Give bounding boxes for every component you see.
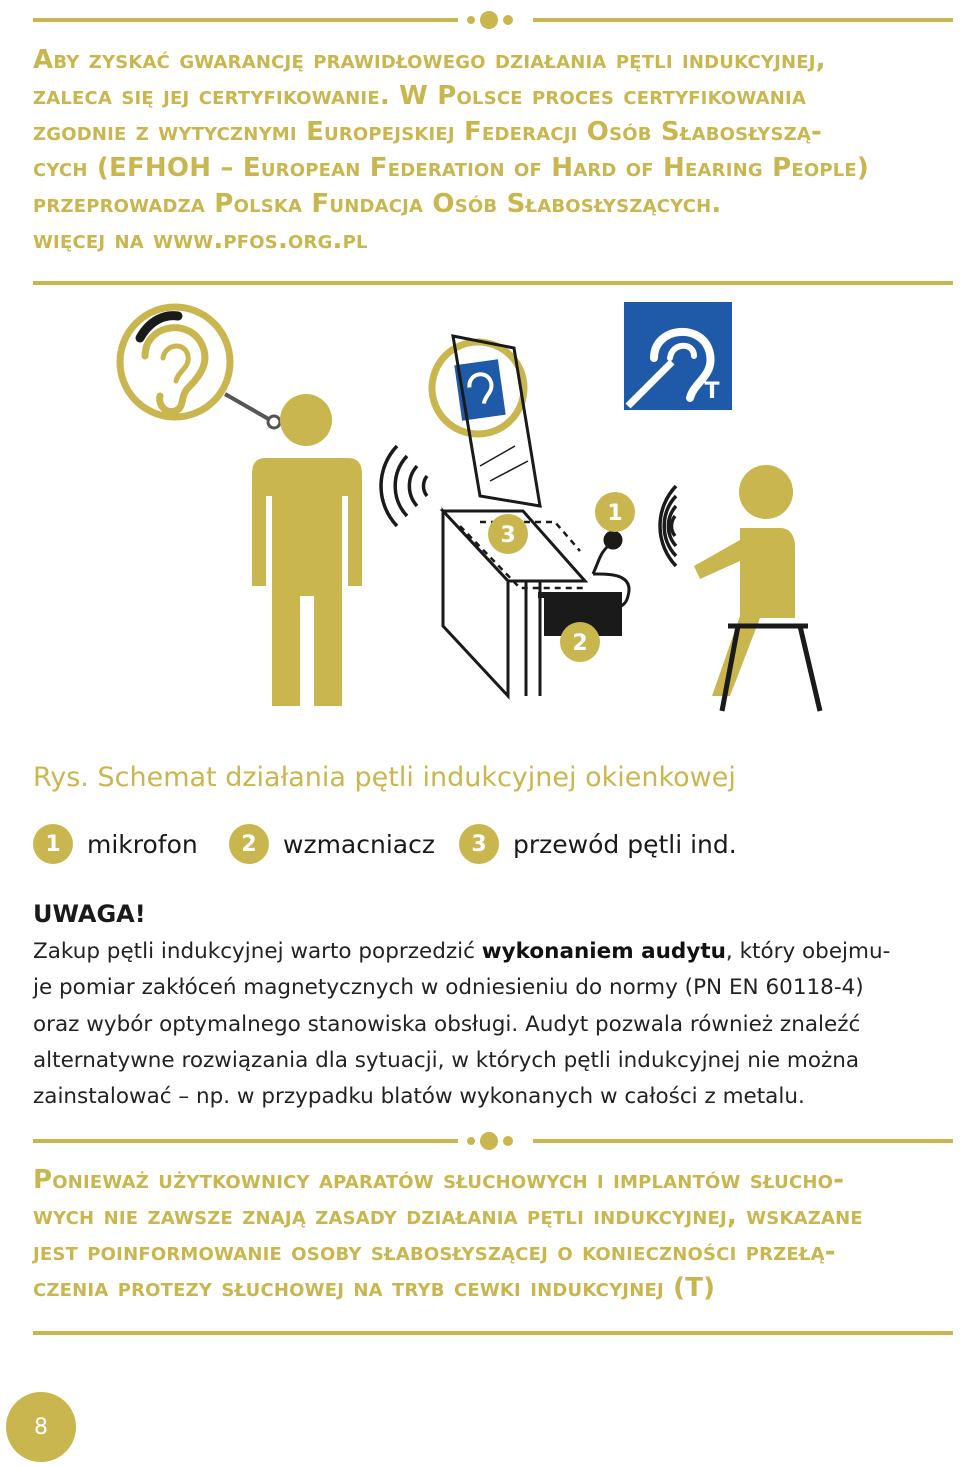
- telecoil-line-3: jest poinformowanie osoby słabosłyszącej o konieczności przełą-: [33, 1237, 836, 1267]
- cert-line-4: cych (EFHOH – European Federation of Hard of Hearing People): [33, 153, 869, 183]
- legend-number: 2: [229, 824, 269, 864]
- legend-label: przewód pętli ind.: [513, 829, 737, 859]
- figure-legend: [33, 822, 933, 866]
- figure-caption: Rys. Schemat działania pętli indukcyjnej okienkowej: [33, 762, 736, 793]
- cert-line-5: przeprowadza Polska Fundacja Osób Słabosłyszących.: [33, 189, 722, 219]
- svg-text:1: 1: [607, 501, 623, 526]
- marker-2: [560, 622, 600, 662]
- cert-link-line[interactable]: więcej na www.pfos.org.pl: [33, 225, 368, 255]
- audit-emphasis: wykonaniem audytu: [481, 939, 726, 964]
- marker-3: [488, 514, 528, 554]
- legend-item-amplifier: [229, 822, 435, 866]
- legend-item-loop-wire: [459, 822, 737, 866]
- induction-loop-diagram: [60, 296, 860, 726]
- telecoil-line-4: czenia protezy słuchowej na tryb cewki indukcyjnej (T): [33, 1273, 716, 1303]
- certification-paragraph: [33, 42, 955, 258]
- warning-line-4: alternatywne rozwiązania dla sytuacji, w których pętli indukcyjnej nie można: [33, 1047, 860, 1073]
- warning-line-5: zainstalować – np. w przypadku blatów wykonanych w całości z metalu.: [33, 1084, 805, 1110]
- telecoil-line-2: wych nie zawsze znają zasady działania pętli indukcyjnej, wskazane: [33, 1201, 863, 1231]
- ear-icon: [120, 307, 230, 417]
- legend-number: 3: [459, 824, 499, 864]
- telecoil-line-1: Ponieważ użytkownicy aparatów słuchowych i implantów słucho-: [33, 1165, 845, 1195]
- warning-line-1: Zakup pętli indukcyjnej warto poprzedzić wykonaniem audytu, który obejmu-: [33, 939, 891, 964]
- warning-body: [33, 934, 955, 1115]
- legend-number: 1: [33, 824, 73, 864]
- loop-sign-circle: [432, 342, 524, 434]
- seated-person-figure: [694, 465, 820, 711]
- hearing-loop-sign: [624, 302, 732, 410]
- section-divider-1: [33, 281, 953, 285]
- standing-person-figure: [252, 394, 362, 706]
- warning-title: UWAGA!: [33, 900, 146, 928]
- legend-label: mikrofon: [87, 829, 198, 859]
- telecoil-paragraph: [33, 1162, 955, 1306]
- top-divider: [33, 8, 953, 32]
- svg-text:3: 3: [500, 523, 516, 548]
- cert-line-3: zgodnie z wytycznymi Europejskiej Federacji Osób Słabosłyszą-: [33, 117, 823, 147]
- cert-line-1: Aby zyskać gwarancję prawidłowego działania pętli indukcyjnej,: [33, 45, 826, 75]
- middle-divider: [33, 1129, 953, 1153]
- section-divider-2: [33, 1331, 953, 1335]
- sound-waves-right: [660, 486, 676, 566]
- svg-text:T: T: [704, 379, 720, 404]
- cert-line-2: zaleca się jej certyfikowanie. W Polsce proces certyfikowania: [33, 81, 807, 111]
- legend-label: wzmacniacz: [283, 829, 435, 859]
- warning-line-3: oraz wybór optymalnego stanowiska obsługi. Audyt pozwala również znaleźć: [33, 1011, 861, 1037]
- warning-line-2: je pomiar zakłóceń magnetycznych w odniesieniu do normy (PN EN 60118-4): [33, 975, 864, 1001]
- marker-1: [595, 492, 635, 532]
- svg-text:2: 2: [572, 631, 588, 656]
- sound-waves-left: [381, 446, 427, 526]
- legend-item-microphone: [33, 822, 198, 866]
- page-number: 8: [6, 1392, 76, 1462]
